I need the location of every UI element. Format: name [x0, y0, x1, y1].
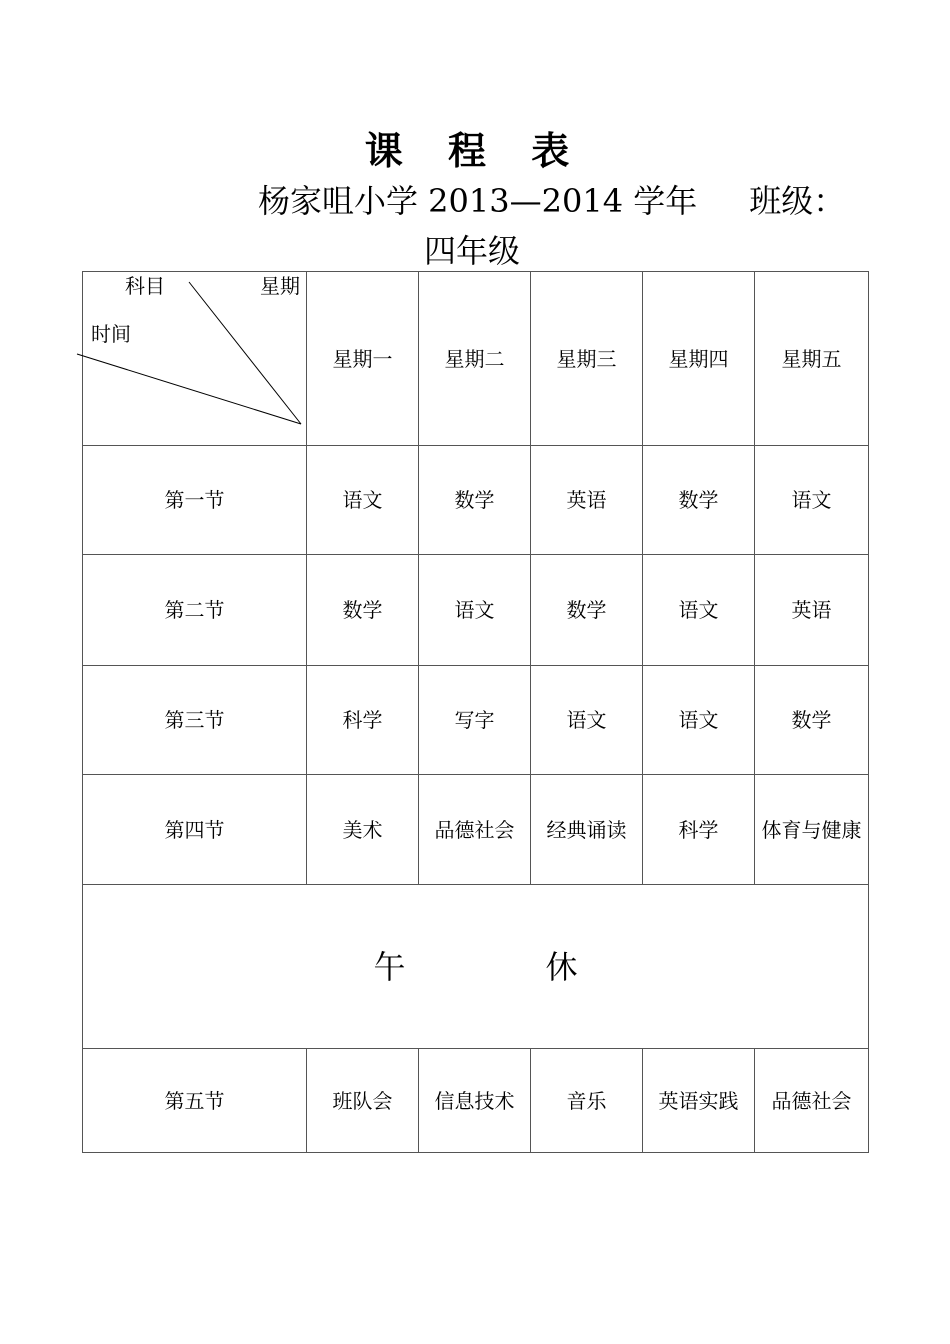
lunch-row	[83, 885, 869, 1049]
header-row	[83, 272, 869, 446]
class-cell: 写字	[419, 666, 531, 775]
day-header-thu: 星期四	[643, 272, 755, 446]
class-cell: 音乐	[531, 1049, 643, 1153]
day-header-fri: 星期五	[755, 272, 869, 446]
class-cell: 科学	[307, 666, 419, 775]
class-cell: 语文	[643, 666, 755, 775]
class-cell: 语文	[755, 446, 869, 555]
class-cell: 英语	[531, 446, 643, 555]
table-row	[83, 446, 869, 555]
class-label: 班级：	[749, 182, 846, 220]
day-header-mon: 星期一	[307, 272, 419, 446]
lunch-break-char-2: 休	[545, 947, 578, 986]
table-row	[83, 1049, 869, 1153]
school-year: 杨家咀小学 2013—2014 学年	[258, 182, 698, 220]
period-label: 第一节	[83, 446, 307, 555]
class-cell: 语文	[531, 666, 643, 775]
day-header-tue: 星期二	[419, 272, 531, 446]
class-cell: 数学	[531, 555, 643, 666]
diagonal-lines	[83, 272, 307, 446]
class-cell: 数学	[755, 666, 869, 775]
subtitle	[258, 176, 845, 222]
class-cell: 数学	[419, 446, 531, 555]
class-cell: 品德社会	[419, 775, 531, 885]
class-cell: 数学	[643, 446, 755, 555]
class-cell: 班队会	[307, 1049, 419, 1153]
class-cell: 语文	[419, 555, 531, 666]
period-label: 第四节	[83, 775, 307, 885]
day-header-wed: 星期三	[531, 272, 643, 446]
period-label: 第三节	[83, 666, 307, 775]
class-cell: 语文	[643, 555, 755, 666]
period-label: 第五节	[83, 1049, 307, 1153]
lunch-break-cell	[83, 885, 869, 1049]
class-cell: 语文	[307, 446, 419, 555]
class-value: 四年级	[424, 232, 521, 270]
class-cell: 经典诵读	[531, 775, 643, 885]
period-label: 第二节	[83, 555, 307, 666]
table-row	[83, 775, 869, 885]
schedule-table	[82, 271, 869, 1153]
lunch-break-char-1: 午	[373, 947, 406, 986]
page-title: 课 程 表	[364, 129, 586, 173]
class-cell: 品德社会	[755, 1049, 869, 1153]
class-cell: 科学	[643, 775, 755, 885]
corner-time-label: 时间	[91, 322, 131, 346]
table-row	[83, 666, 869, 775]
class-cell: 英语	[755, 555, 869, 666]
table-row	[83, 555, 869, 666]
class-cell: 体育与健康	[755, 775, 869, 885]
class-cell: 美术	[307, 775, 419, 885]
class-cell: 数学	[307, 555, 419, 666]
class-cell: 信息技术	[419, 1049, 531, 1153]
class-cell: 英语实践	[643, 1049, 755, 1153]
corner-subject-label: 科目	[125, 274, 165, 298]
corner-weekday-label: 星期	[260, 274, 300, 298]
corner-cell	[83, 272, 307, 446]
